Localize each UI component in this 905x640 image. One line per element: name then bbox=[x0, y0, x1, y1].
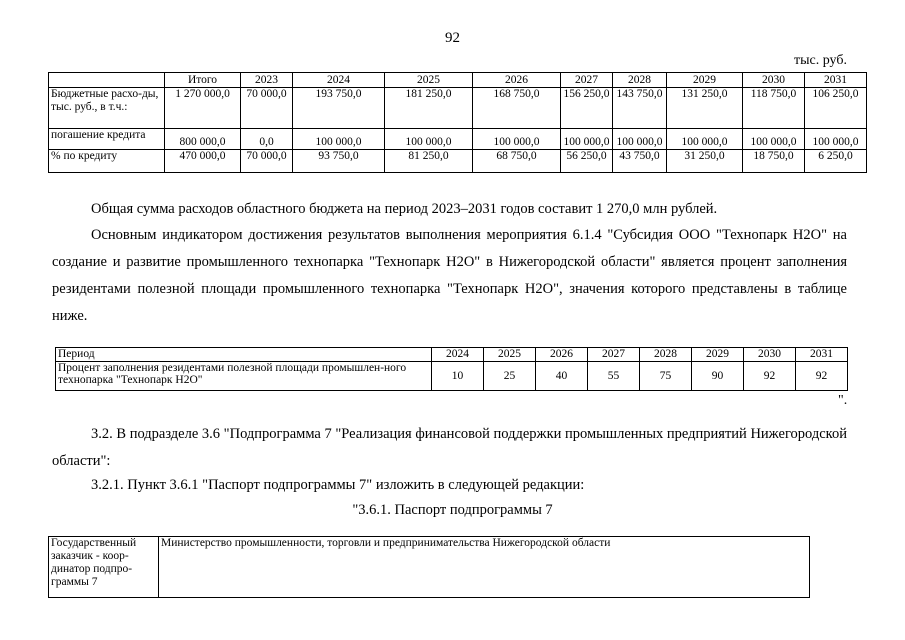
header-cell: 2027 bbox=[561, 73, 613, 88]
table-cell: 800 000,0 bbox=[165, 129, 241, 150]
table-cell: 100 000,0 bbox=[473, 129, 561, 150]
year-header: 2024 bbox=[432, 348, 484, 362]
total-expenditure-paragraph: Общая сумма расходов областного бюджета на период 2023–2031 годов составит 1 270,0 млн рублей. bbox=[91, 201, 718, 217]
table-row bbox=[49, 537, 810, 598]
header-cell: Итого bbox=[165, 73, 241, 88]
table-cell: 31 250,0 bbox=[667, 150, 743, 173]
table-cell: 40 bbox=[536, 362, 588, 391]
table-cell: 143 750,0 bbox=[613, 88, 667, 129]
table-cell: 156 250,0 bbox=[561, 88, 613, 129]
year-header: 2028 bbox=[640, 348, 692, 362]
section-heading: "3.6.1. Паспорт подпрограммы 7 bbox=[352, 502, 553, 518]
table-cell: 100 000,0 bbox=[743, 129, 805, 150]
closing-quote: ". bbox=[838, 393, 848, 408]
period-header: Период bbox=[56, 348, 432, 362]
indicator-table bbox=[55, 347, 848, 391]
table-cell: 75 bbox=[640, 362, 692, 391]
budget-header-row bbox=[49, 73, 867, 88]
table-row bbox=[49, 88, 867, 129]
row-label: погашение кредита bbox=[49, 129, 165, 150]
table-cell: 100 000,0 bbox=[667, 129, 743, 150]
header-cell: 2024 bbox=[293, 73, 385, 88]
table-cell: 18 750,0 bbox=[743, 150, 805, 173]
table-cell: 68 750,0 bbox=[473, 150, 561, 173]
year-header: 2027 bbox=[588, 348, 640, 362]
table-cell: Министерство промышленности, торговли и предпринимательства Нижегородской области bbox=[159, 537, 810, 598]
header-cell: 2030 bbox=[743, 73, 805, 88]
year-header: 2030 bbox=[744, 348, 796, 362]
table-cell: 131 250,0 bbox=[667, 88, 743, 129]
row-label: % по кредиту bbox=[49, 150, 165, 173]
header-cell bbox=[49, 73, 165, 88]
header-cell: 2029 bbox=[667, 73, 743, 88]
year-header: 2031 bbox=[796, 348, 848, 362]
table-cell: 6 250,0 bbox=[805, 150, 867, 173]
table-cell: 100 000,0 bbox=[561, 129, 613, 150]
year-header: 2026 bbox=[536, 348, 588, 362]
indicator-header-row bbox=[56, 348, 848, 362]
table-cell: 10 bbox=[432, 362, 484, 391]
table-cell: 55 bbox=[588, 362, 640, 391]
row-label: Государственный заказчик - коор-динатор подпро-граммы 7 bbox=[49, 537, 159, 598]
table-cell: 118 750,0 bbox=[743, 88, 805, 129]
header-cell: 2031 bbox=[805, 73, 867, 88]
subsection-paragraph: 3.2. В подразделе 3.6 "Подпрограмма 7 "Реализация финансовой поддержки промышленных предприятий Нижегородской области": bbox=[52, 426, 847, 469]
table-cell: 92 bbox=[796, 362, 848, 391]
table-cell: 0,0 bbox=[241, 129, 293, 150]
header-cell: 2026 bbox=[473, 73, 561, 88]
table-cell: 25 bbox=[484, 362, 536, 391]
header-cell: 2023 bbox=[241, 73, 293, 88]
table-cell: 168 750,0 bbox=[473, 88, 561, 129]
table-cell: 70 000,0 bbox=[241, 150, 293, 173]
table-cell: 90 bbox=[692, 362, 744, 391]
page-number: 92 bbox=[445, 30, 460, 46]
table-cell: 100 000,0 bbox=[613, 129, 667, 150]
table-cell: 106 250,0 bbox=[805, 88, 867, 129]
header-cell: 2028 bbox=[613, 73, 667, 88]
unit-label: тыс. руб. bbox=[794, 53, 847, 68]
table-cell: 470 000,0 bbox=[165, 150, 241, 173]
table-cell: 181 250,0 bbox=[385, 88, 473, 129]
table-cell: 70 000,0 bbox=[241, 88, 293, 129]
table-row bbox=[49, 129, 867, 150]
table-cell: 100 000,0 bbox=[805, 129, 867, 150]
table-cell: 1 270 000,0 bbox=[165, 88, 241, 129]
table-cell: 56 250,0 bbox=[561, 150, 613, 173]
table-row bbox=[49, 150, 867, 173]
table-cell: 93 750,0 bbox=[293, 150, 385, 173]
table-row bbox=[56, 362, 848, 391]
row-label: Процент заполнения резидентами полезной площади промышлен-ного технопарка "Технопарк Н2О" bbox=[56, 362, 432, 391]
table-cell: 100 000,0 bbox=[293, 129, 385, 150]
table-cell: 92 bbox=[744, 362, 796, 391]
budget-table bbox=[48, 72, 867, 173]
item-paragraph: 3.2.1. Пункт 3.6.1 "Паспорт подпрограммы 7" изложить в следующей редакции: bbox=[91, 477, 585, 493]
table-cell: 193 750,0 bbox=[293, 88, 385, 129]
header-cell: 2025 bbox=[385, 73, 473, 88]
indicator-description-paragraph: Основным индикатором достижения результатов выполнения мероприятия 6.1.4 "Субсидия ООО "Технопарк Н2О" на создание и развитие промышленного технопарка "Технопарк Н2О" в Нижегородской области" является процент заполнения резидентами полезной площади промышленного технопарка "Технопарк Н2О", значения которого представлены в таблице ниже. bbox=[52, 227, 847, 324]
table-cell: 100 000,0 bbox=[385, 129, 473, 150]
year-header: 2029 bbox=[692, 348, 744, 362]
passport-table bbox=[48, 536, 810, 598]
table-cell: 81 250,0 bbox=[385, 150, 473, 173]
table-cell: 43 750,0 bbox=[613, 150, 667, 173]
row-label: Бюджетные расхо-ды, тыс. руб., в т.ч.: bbox=[49, 88, 165, 129]
year-header: 2025 bbox=[484, 348, 536, 362]
